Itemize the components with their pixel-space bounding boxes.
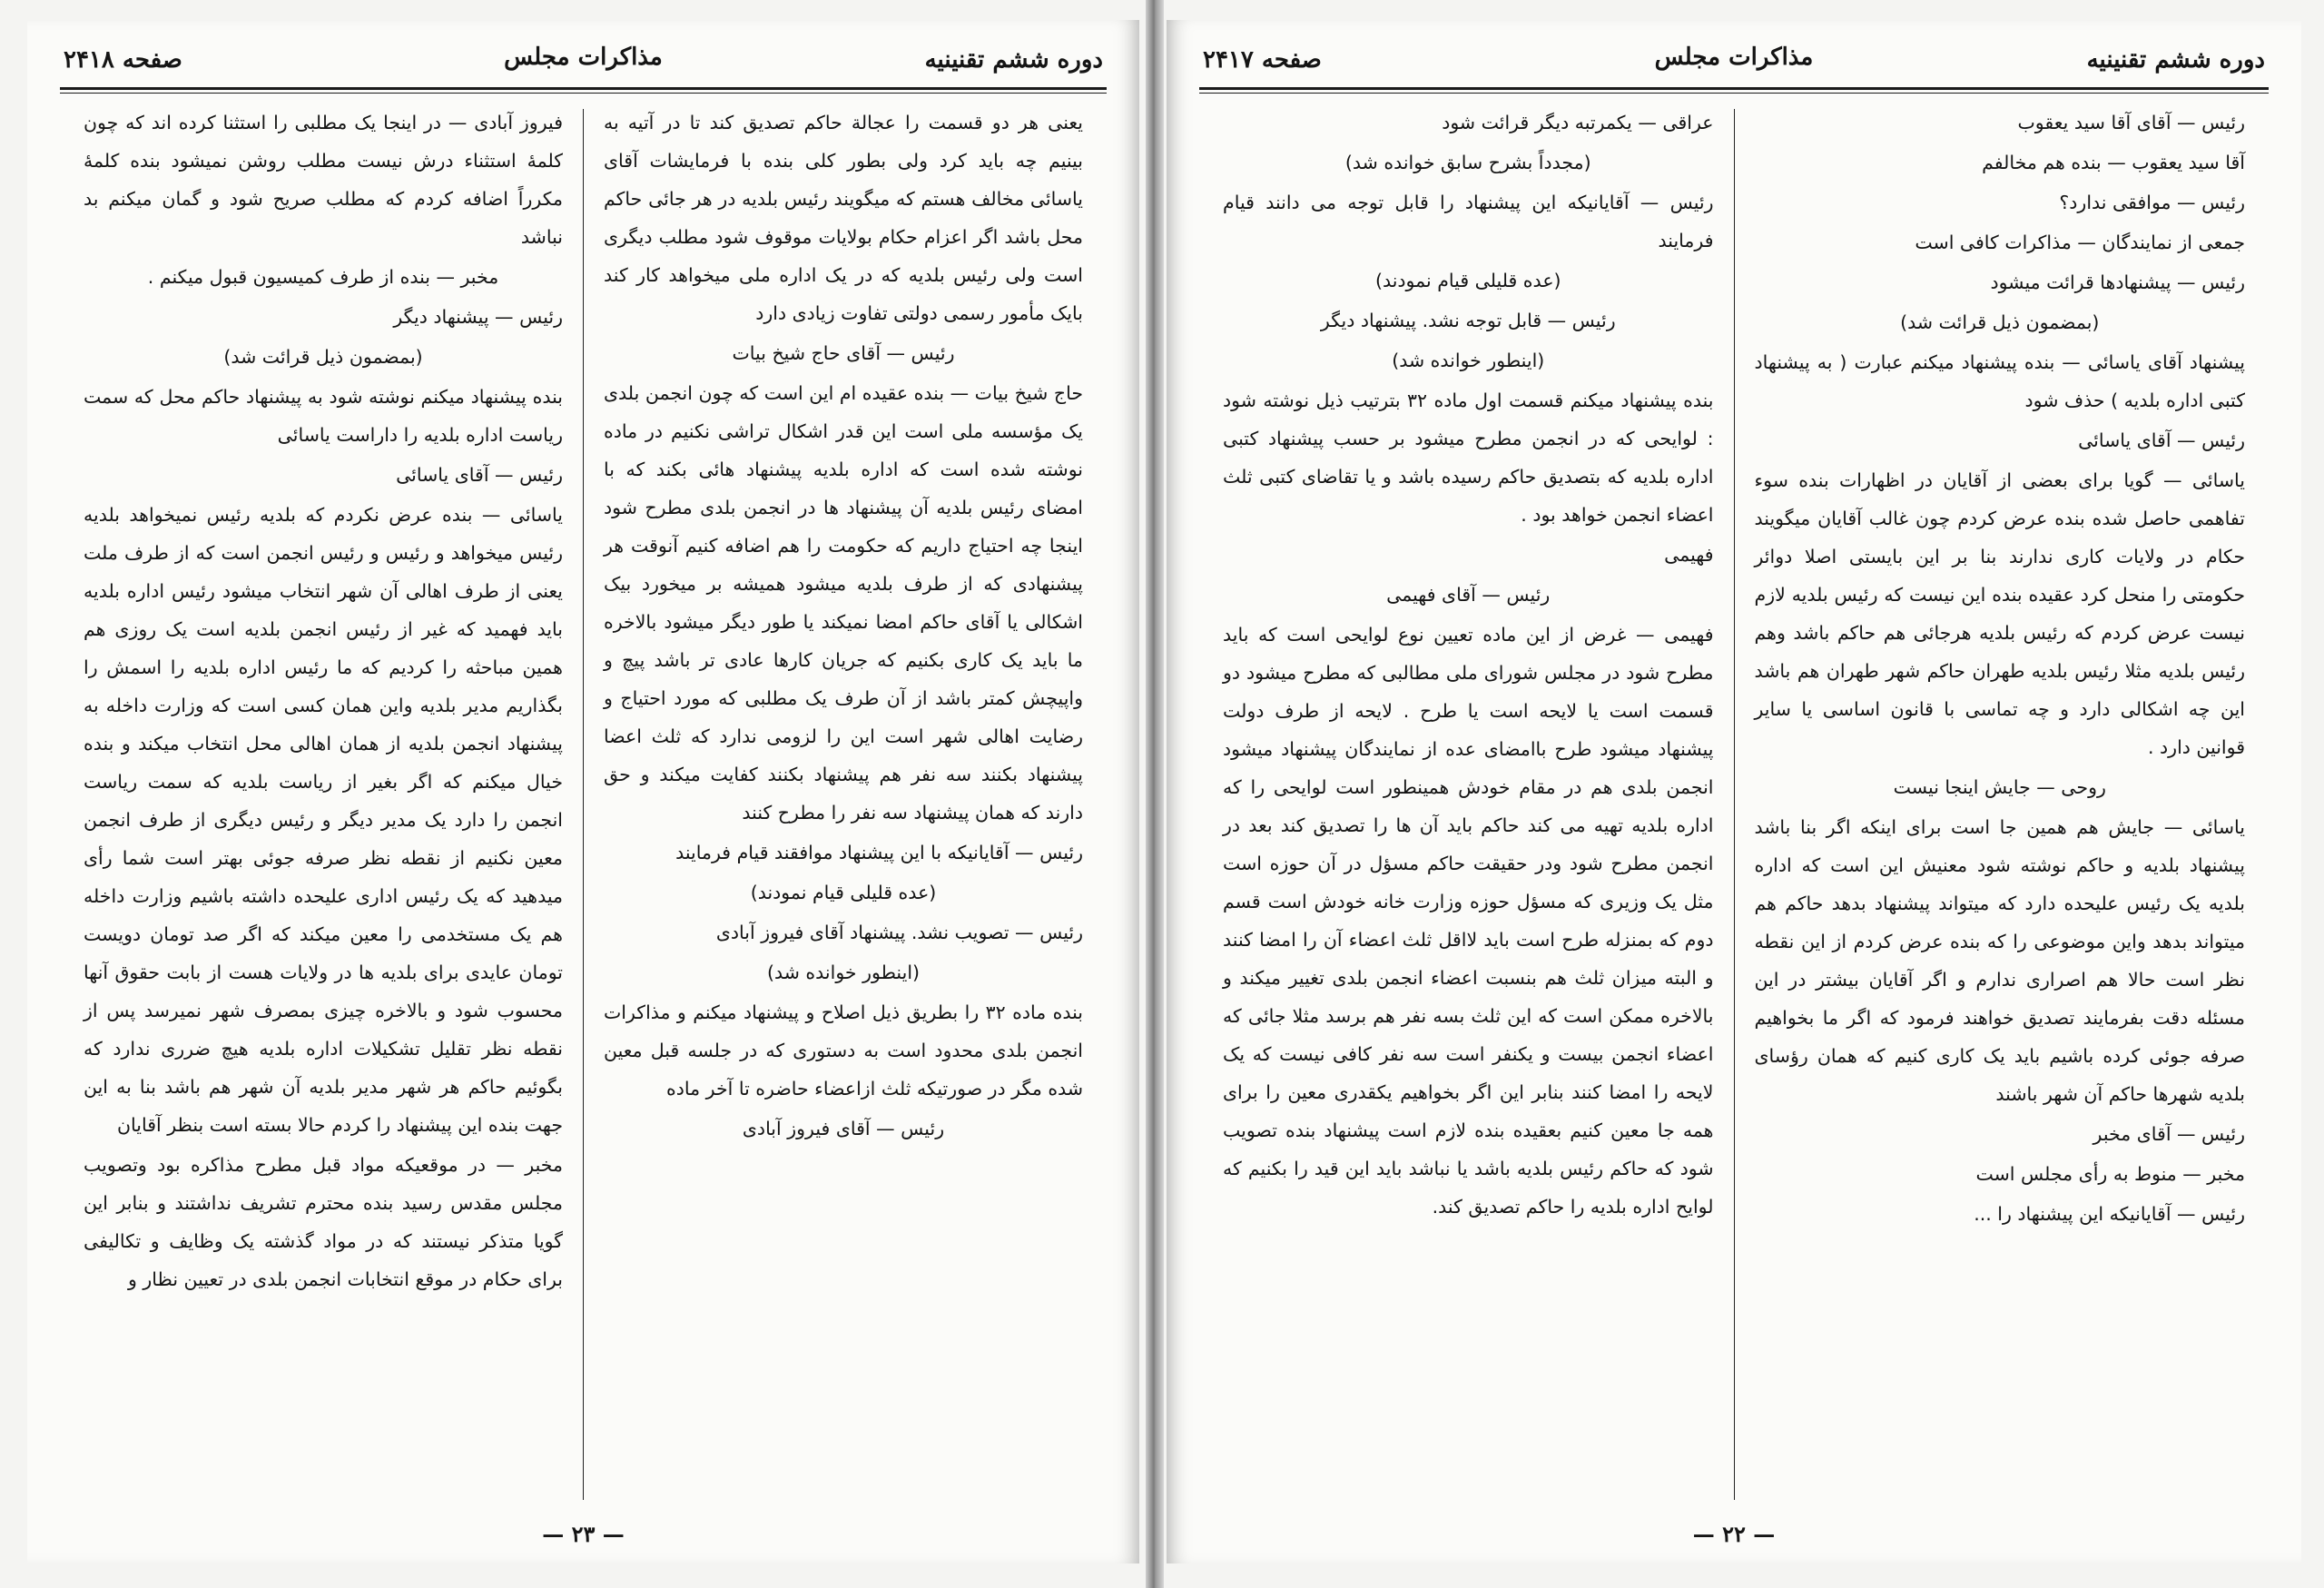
paragraph: (اینطور خوانده شد) bbox=[766, 962, 921, 983]
page-header bbox=[64, 36, 1103, 84]
paragraph: یعنی هر دو قسمت را عجالة حاکم تصدیق کند تا در آتیه به بینیم چه باید کرد ولی بطور کلی بنده با فرمایشات آقای یاسائی مخالف هستم که میگویند رئیس بلدیه در هر جائی حاکم محل باشد اگر اعزام حکام بولایات موقوف شود مطلب دیگری است ولی رئیس بلدیه که در یک اداره ملی میخواهد کار کند بایک مأمور رسمی دولتی تفاوت زیادی دارد bbox=[604, 112, 1083, 324]
paragraph: آقا سید یعقوب — بنده هم مخالفم bbox=[1982, 152, 2245, 173]
paragraph: یاسائی — گویا برای بعضی از آقایان در اظهارات بنده سوء تفاهمی حاصل شده بنده عرض کردم چون غالب آقایان میگویند حکام در ولایات کاری ندارند بنا بر این بایستی اصلا دوائر حکومتی را منحل کرد عقیده بنده این نیست که رئیس بلدیه لازم نیست عرض کردم که رئیس بلدیه هرجائی هم حاکم باشد وهم رئیس بلدیه مثلا رئیس بلدیه طهران حاکم شهر طهران هم باشد این چه اشکالی دارد و چه تماسی با قانون اساسی یا سایر قوانین دارد . bbox=[1754, 469, 2245, 758]
header-page-number: صفحه ۲۴۱۷ bbox=[1203, 46, 1322, 74]
paragraph: مخبر — منوط به رأی مجلس است bbox=[1975, 1163, 2245, 1185]
paragraph: مخبر — در موقعیکه مواد قبل مطرح مذاکره بود وتصویب مجلس مقدس رسید بنده محترم تشریف نداشتند و بنابر این گویا متذکر نیستند که در مواد گذشته یک وظایف و تکالیفی برای حکام در موقع انتخابات انجمن بلدی در تعیین نظار و bbox=[84, 1154, 563, 1290]
header-title: مذاکرات مجلس bbox=[504, 44, 663, 71]
paragraph: جمعی از نمایندگان — مذاکرات کافی است bbox=[1915, 232, 2245, 253]
paragraph: (بمضمون ذیل قرائت شد) bbox=[223, 346, 423, 368]
page-2418 bbox=[27, 20, 1139, 1563]
column-left bbox=[64, 104, 583, 1505]
column-right bbox=[584, 104, 1103, 1505]
paragraph: رئیس — آقایانیکه این پیشنهاد را قابل توجه می دانند قیام فرمایند bbox=[1223, 192, 1714, 252]
paragraph: رئیس — آقای مخبر bbox=[2093, 1123, 2245, 1145]
header-page-number: صفحه ۲۴۱۸ bbox=[64, 46, 182, 74]
paragraph: یاسائی — بنده عرض نکردم که بلدیه رئیس نمیخواهد بلدیه رئیس میخواهد و رئیس و رئیس انجمن است که از طرف ملت یعنی از طرف اهالی آن شهر انتخاب میشود رئیس اداره بلدیه باید فهمید که غیر از رئیس انجمن بلدیه است یک روزی هم همین مباحثه را کردیم که ما رئیس اداره بلدیه را اسمش را بگذاریم مدیر بلدیه واین همان کسی است که وزارت داخله به پیشنهاد انجمن بلدیه از همان اهالی محل انتخاب میکند و بنده خیال میکنم که اگر بغیر از ریاست بلدیه که سمت ریاست انجمن را دارد یک مدیر دیگر و رئیس دیگری از طرف انجمن معین نکنیم از نقطه نظر صرفه جوئی بهتر است شما رأی میدهید که یک رئیس اداری علیحده داشته باشیم وزارت داخله هم یک مستخدمی را معین میکند که اگر صد تومان دویست تومان عایدی برای بلدیه ها در ولایات هست از بابت حقوق آنها محسوب شود و بالاخره چیزی بمصرف شهر نمیرسد پس از نقطه نظر تقلیل تشکیلات اداره بلدیه هیچ ضرری ندارد که بگوئیم حاکم هر شهر مدیر بلدیه آن شهر هم باشد بنا به این جهت بنده این پیشنهاد را کردم حالا بسته است بنظر آقایان bbox=[84, 504, 563, 1136]
paragraph: حاج شیخ بیات — بنده عقیده ام این است که چون انجمن بلدی یک مؤسسه ملی است این قدر اشکال تراشی نکنیم در ماده نوشته شده است که اداره بلدیه پیشنهاد هائی بکند که با امضای رئیس بلدیه آن پیشنهاد ها در انجمن بلدی مطرح شود اینجا چه احتیاج داریم که حکومت را هم اضافه کنیم آنوقت هر پیشنهادی که از طرف بلدیه میشود همیشه بر میخورد بیک اشکالی یا آقای حاکم امضا نمیکند یا طور دیگر میشود بالاخره ما باید یک کاری بکنیم که جریان کارها عادی تر باشد پیچ و واپیچش کمتر باشد از آن طرف یک مطلبی که مورد احتیاج و رضایت اهالی شهر است این را لزومی ندارد که ثلث اعضا پیشنهاد بکنند سه نفر هم پیشنهاد بکنند کفایت میکند و حق دارند که همان پیشنهاد سه نفر را مطرح کنند bbox=[604, 382, 1083, 824]
header-rule bbox=[60, 87, 1107, 90]
paragraph: یاسائی — جایش هم همین جا است برای اینکه اگر بنا باشد پیشنهاد بلدیه و حاکم نوشته شود معنیش این است که اداره بلدیه یک رئیس علیحده دارد که میتواند پیشنهاد بدهد حاکم هم میتواند بدهد واین موضوعی را که بنده عرض کردم از این نقطه نظر است حالا هم اصراری ندارم و اگر آقایان بیشتر در این مسئله دقت بفرمایند تصدیق خواهند فرمود که اگر ما بخواهیم صرفه جوئی کرده باشیم باید یک کاری کنیم که همان رؤسای بلدیه شهرها حاکم آن شهر باشند bbox=[1754, 816, 2245, 1105]
paragraph: رئیس — آقای فیروز آبادی bbox=[742, 1118, 945, 1139]
paragraph: فیروز آبادی — در اینجا یک مطلبی را استثنا کرده اند که چون کلمهٔ استثناء درش نیست مطلب روشن نمیشود بنده کلمهٔ مکرراً اضافه کردم که مطلب صریح شود و گمان میکنم بد نباشد bbox=[84, 112, 563, 248]
paragraph: فهیمی bbox=[1664, 544, 1714, 566]
header-rule-thin bbox=[60, 93, 1107, 94]
paragraph: (عده قلیلی قیام نمودند) bbox=[750, 882, 937, 903]
paragraph: رئیس — آقایانیکه با این پیشنهاد موافقند قیام فرمایند bbox=[675, 842, 1083, 863]
header-rule bbox=[1199, 87, 2269, 90]
paragraph: مخبر — بنده از طرف کمیسیون قبول میکنم . bbox=[147, 266, 499, 288]
book-gutter bbox=[1146, 0, 1164, 1588]
page-2417 bbox=[1167, 20, 2301, 1563]
paragraph: رئیس — آقای یاسائی bbox=[2078, 429, 2245, 451]
page-footer: — ۲۲ — bbox=[1692, 1521, 1776, 1547]
paragraph: رئیس — قابل توجه نشد. پیشنهاد دیگر bbox=[1320, 310, 1616, 331]
paragraph: روحی — جایش اینجا نیست bbox=[1893, 776, 2106, 798]
column-left bbox=[1203, 104, 1734, 1505]
paragraph: عراقی — یکمرتبه دیگر قرائت شود bbox=[1442, 112, 1714, 133]
paragraph: رئیس — پیشنهادها قرائت میشود bbox=[1990, 271, 2245, 293]
text-columns bbox=[64, 104, 1103, 1505]
paragraph: رئیس — پیشنهاد دیگر bbox=[393, 306, 563, 328]
paragraph: رئیس — آقایانیکه این پیشنهاد را ... bbox=[1974, 1203, 2245, 1225]
paragraph: پیشنهاد آقای یاسائی — بنده پیشنهاد میکنم عبارت ( به پیشنهاد کتبی اداره بلدیه ) حذف شود bbox=[1754, 351, 2245, 411]
paragraph: رئیس — موافقی ندارد؟ bbox=[2059, 192, 2245, 213]
header-session: دوره ششم تقنینیه bbox=[924, 46, 1103, 74]
header-title: مذاکرات مجلس bbox=[1654, 44, 1814, 71]
paragraph: (بمضمون ذیل قرائت شد) bbox=[1900, 311, 2100, 333]
header-session: دوره ششم تقنینیه bbox=[2086, 46, 2265, 74]
page-footer: — ۲۳ — bbox=[542, 1521, 625, 1547]
paragraph: رئیس — آقای فهیمی bbox=[1386, 584, 1551, 606]
paragraph: فهیمی — غرض از این ماده تعیین نوع لوایحی است که باید مطرح شود در مجلس شورای ملی مطالبی که مطرح میشود دو قسمت است یا لایحه است یا طرح . لایحه از طرف دولت پیشنهاد میشود طرح باامضای عده از نمایندگان پیشنهاد میشود انجمن بلدی هم در مقام خودش همینطور است لوایحی را که اداره بلدیه تهیه می کند حاکم باید آن ها را تصدیق کند بعد در انجمن مطرح شود ودر حقیقت حاکم مسؤل در آن حوزه است مثل یک وزیری که مسؤل حوزه وزارت خانه خودش است قسم دوم که بمنزله طرح است باید لااقل ثلث اعضاء آن را امضا کنند و البته میزان ثلث هم بنسبت اعضاء انجمن بلدی تغییر میکند و بالاخره ممکن است که این ثلث بسه نفر هم برسد مثلا جائی که اعضاء انجمن بیست و یکنفر است سه نفر کافی نیست که یک لایحه را امضا کنند بنابر این اگر بخواهیم یکقدری معین را برای همه جا معین کنیم بعقیده بنده لازم است پیشنهاد بنده تصویب شود که حاکم رئیس بلدیه باشد یا نباشد باید این قید را بکنیم که لوایح اداره بلدیه را حاکم تصدیق کند. bbox=[1223, 624, 1714, 1218]
paragraph: رئیس — آقای حاج شیخ بیات bbox=[732, 342, 955, 364]
text-columns bbox=[1203, 104, 2265, 1505]
paragraph: بنده پیشنهاد میکنم قسمت اول ماده ۳۲ بترتیب ذیل نوشته شود : لوایحی که در انجمن مطرح میشود بر حسب پیشنهاد کتبی اداره بلدیه که بتصدیق حاکم رسیده باشد و یا تقاضای کتبی ثلث اعضاء انجمن خواهد بود . bbox=[1223, 390, 1714, 526]
paragraph: بنده پیشنهاد میکنم نوشته شود به پیشنهاد حاکم محل که سمت ریاست اداره بلدیه را داراست یاسائی bbox=[84, 386, 563, 446]
paragraph: بنده ماده ۳۲ را بطریق ذیل اصلاح و پیشنهاد میکنم و مذاکرات انجمن بلدی محدود است به دستوری که در جلسه قبل معین شده مگر در صورتیکه ثلث ازاعضاء حاضره تا آخر ماده bbox=[604, 1001, 1083, 1100]
paragraph: (اینطور خوانده شد) bbox=[1392, 350, 1545, 371]
header-rule-thin bbox=[1199, 93, 2269, 94]
paragraph: رئیس — آقای آقا سید یعقوب bbox=[2017, 112, 2245, 133]
paragraph: (مجدداً بشرح سابق خوانده شد) bbox=[1344, 152, 1591, 173]
paragraph: (عده قلیلی قیام نمودند) bbox=[1374, 270, 1561, 291]
column-right bbox=[1735, 104, 2266, 1505]
page-header bbox=[1203, 36, 2265, 84]
paragraph: رئیس — آقای یاسائی bbox=[396, 464, 563, 486]
paragraph: رئیس — تصویب نشد. پیشنهاد آقای فیروز آبادی bbox=[715, 922, 1083, 943]
